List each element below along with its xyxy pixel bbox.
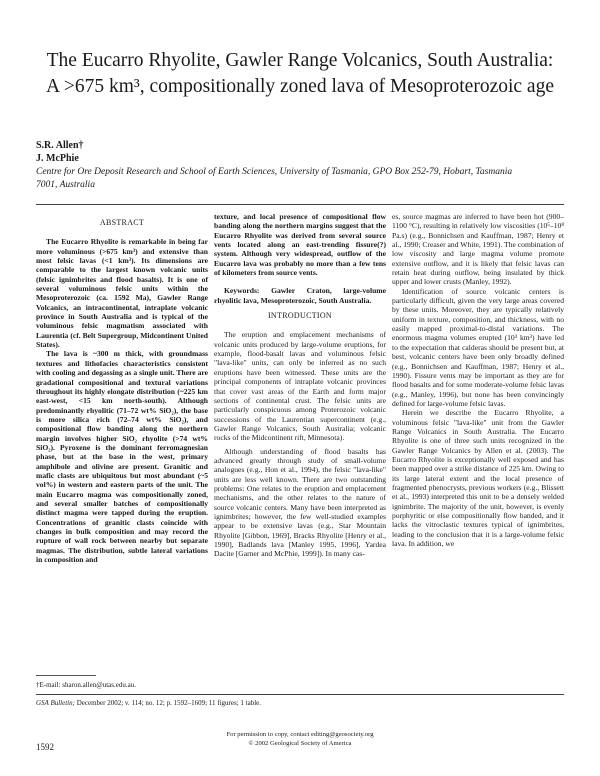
author-block bbox=[36, 140, 576, 191]
author-mcphie: J. McPhie bbox=[36, 152, 79, 164]
author-allen: S.R. Allen† bbox=[36, 140, 84, 151]
journal-name: GSA Bulletin; bbox=[36, 699, 75, 707]
intro-paragraph-4: Herein we describe the Eucarro Rhyolite, a voluminous felsic "lava-like" unit from the Gawler Range Volcanics in South Australia. The Eucarro Rhyolite is one of three such units recognized in the Gawler Range Volcanics by Allen et al. (2003). The Eucarro Rhyolite is exceptionally well exposed and has been mapped over a strike distance of 225 km. Owing to its large lateral extent and the local presence of fragmented phenocrysts, previous workers (e.g., Blissett et al., 1993) interpreted this unit to be a densely welded ignimbrite. The majority of the unit, however, is evenly porphyritic or else compositionally flow banded, and it lacks the vitroclastic textures typical of ignimbrites, leading to the conclusion that it is a large-volume felsic lava. In addition, we bbox=[392, 408, 564, 549]
affiliation bbox=[36, 166, 576, 191]
intro-paragraph-1: The eruption and emplacement mechanisms of volcanic units produced by large-volume eruptions, for example, flood-basalt lavas and voluminous felsic "lava-like" units, can only be inferred as no such eruptions have been witnessed. These units are the principal components of intraplate volcanic provinces that cover vast areas of the Earth and form major sections of continental crust. The felsic units are particularly conspicuous among Proterozoic volcanic successions of the Laurentian supercontinent (e.g., Gawler Range Volcanics, South Australia; volcanic rocks of the Midcontinent rift, Minnesota). bbox=[214, 330, 386, 443]
footnote-email: †E-mail: sharon.allen@utas.edu.au. bbox=[36, 681, 136, 689]
intro-paragraph-2: Although understanding of flood basalts has advanced greatly through study of small-volume analogues (e.g., Hon et al., 1994), the felsic "lava-like" units are less well known. There are two outstanding problems: One relates to the eruption and emplacement mechanisms, and the other relates to the nature of source volcanic centers. Many have been interpreted as ignimbrites; however, the few well-studied examples appear to be extensive lavas (e.g., Star Mountain Rhyolite [Gibbon, 1969], Bracks Rhyolite [Henry et al., 1990], Badlands lava [Manley 1995, 1996], Yardea Dacite [Garner and McPhie, 1999]). In many cas- bbox=[214, 446, 386, 559]
journal-citation bbox=[36, 699, 261, 707]
column-2 bbox=[214, 212, 386, 559]
intro-paragraph-2-cont: es, source magmas are inferred to have been hot (900–1100 °C), resulting in relatively low viscosities (10⁵–10⁸ Pa.s) (e.g., Bonnichsen and Kauffman, 1987; Henry et al., 1990; Creaser and White, 1991). The combination of low viscosity and large magma volume promote extensive outflow, and it is likely that felsic lavas can retain heat during outflow, being insulated by thick upper and lower crusts (Manley, 1992). bbox=[392, 212, 564, 287]
keywords: Keywords: Gawler Craton, large-volume rhyolitic lava, Mesoproterozoic, South Australia. bbox=[214, 286, 386, 305]
affiliation-line-1: Centre for Ore Deposit Research and School of Earth Sciences, University of Tasmania, GPO Box 252-79, Hobart, Tasmania bbox=[36, 167, 513, 177]
title-line-1: The Eucarro Rhyolite, Gawler Range Volcanics, South Australia: bbox=[46, 50, 554, 71]
header-divider bbox=[36, 204, 564, 205]
citation-details: December 2002; v. 114; no. 12; p. 1592–1609; 11 figures; 1 table. bbox=[74, 699, 262, 707]
permission-notice bbox=[200, 731, 400, 748]
footnote-divider bbox=[36, 675, 96, 676]
abstract-paragraph-1: The Eucarro Rhyolite is remarkable in being far more voluminous (>675 km³) and extensive than most felsic lavas (<1 km³). Its dimensions are comparable to the largest known volcanic units (felsic ignimbrites and flood basalts). It is one of several voluminous felsic units within the Mesoproterozoic (ca. 1592 Ma), Gawler Range Volcanics, an intracontinental, intraplate volcanic province in South Australia and is typical of the voluminous felsic magmatism associated with Laurentia (cf. Belt Supergroup, Midcontinent United States). bbox=[36, 237, 208, 350]
permission-contact: For permission to copy, contact editing@geosociety.org bbox=[226, 731, 374, 738]
column-3 bbox=[392, 212, 564, 548]
title-line-2: A >675 km³, compositionally zoned lava of Mesoproterozoic age bbox=[45, 76, 554, 97]
abstract-paragraph-3: texture, and local presence of compositional flow banding along the northern margins suggest that the Eucarro Rhyolite was derived from several source vents located along an east-trending fissure(?) system. Although very widespread, outflow of the Eucarro lava was probably no more than a few tens of kilometers from source vents. bbox=[214, 212, 386, 278]
abstract-heading: ABSTRACT bbox=[99, 218, 145, 227]
column-1 bbox=[36, 212, 208, 564]
affiliation-line-2: 7001, Australia bbox=[36, 179, 95, 190]
intro-paragraph-3: Identification of source volcanic centers is particularly difficult, given the very large areas covered by these units. Moreover, they are typically relatively uniform in texture, composition, and thickness, with no easily mapped proximal-to-distal variations. The enormous magma volumes erupted (10³ km³) have led to the expectation that calderas should be present but, at best, volcanic centers have been only broadly defined (e.g., Bonnichsen and Kauffman, 1987; Henry et al., 1990). Fissure vents may be important as they are for flood basalts and for some moderate-volume felsic lavas (e.g., Manley, 1996), but none has been convincingly defined for large-volume felsic lavas. bbox=[392, 286, 564, 408]
abstract-paragraph-2: The lava is ~300 m thick, with groundmass textures and lithofacies characteristics consistent with cooling and degassing as a single unit. There are gradational compositional and textural variations throughout its highly elongate distribution (~225 km east-west, <15 km north-south). Although predominantly rhyolitic (71–72 wt% SiO₂), the base is more silica rich (72–74 wt% SiO₂), and compositional flow banding along the northern margin involves higher SiO₂ rhyolite (>74 wt% SiO₂). Pyroxene is the dominant ferromagnesian phase, but at the base in the west, primary amphibole and olivine are present. Granitic and mafic clasts are ubiquitous but most abundant (~5 vol%) in western and eastern parts of the unit. The main Eucarro magma was compositionally zoned, and several smaller batches of compositionally distinct magma were tapped during the eruption. Concentrations of granitic clasts coincide with changes in bulk composition and may record the rupture of wall rock between nearby but separate magmas. The distribution, subtle lateral variations in composition and bbox=[36, 349, 208, 565]
copyright: © 2002 Geological Society of America bbox=[248, 739, 352, 747]
introduction-heading: INTRODUCTION bbox=[267, 311, 333, 321]
paper-title bbox=[20, 48, 580, 100]
footer-divider bbox=[36, 694, 564, 695]
page-number: 1592 bbox=[36, 742, 54, 752]
